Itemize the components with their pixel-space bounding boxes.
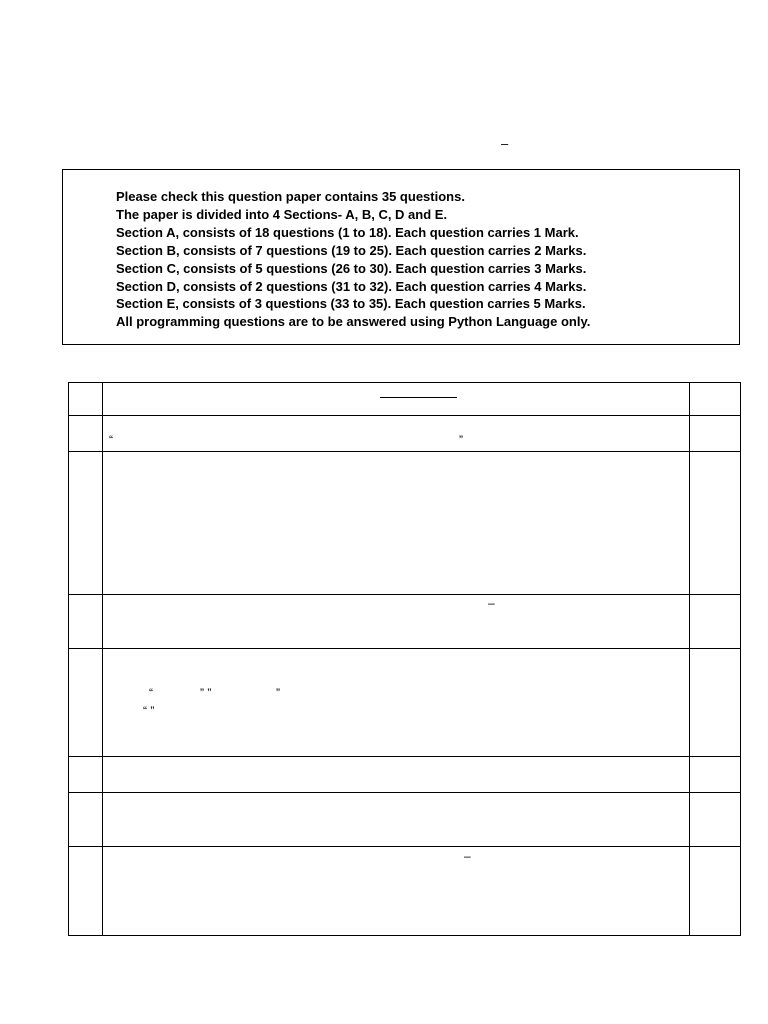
dash-mark: – <box>464 849 471 863</box>
instruction-line: Section E, consists of 3 questions (33 to 35). Each question carries 5 Marks. <box>116 296 586 312</box>
instruction-line: Section D, consists of 2 questions (31 to 32). Each question carries 4 Marks. <box>116 278 587 294</box>
general-instructions-box <box>62 169 740 345</box>
close-quote-mark: ” <box>459 433 463 447</box>
row-divider <box>69 451 740 452</box>
instruction-line: Section A, consists of 18 questions (1 to 18). Each question carries 1 Mark. <box>116 224 579 240</box>
instruction-line: All programming questions are to be answered using Python Language only. <box>116 314 591 330</box>
instruction-line: Section C, consists of 5 questions (26 to 30). Each question carries 3 Marks. <box>116 260 587 276</box>
quote-mark: ” ” <box>200 686 212 700</box>
instructions-list <box>116 188 590 331</box>
row-divider <box>69 756 740 757</box>
instruction-line: The paper is divided into 4 Sections- A, B, C, D and E. <box>116 206 448 222</box>
row-divider <box>69 594 740 595</box>
row-divider <box>69 648 740 649</box>
column-divider-number <box>102 383 103 935</box>
question-table <box>68 382 741 936</box>
row-divider <box>69 415 740 416</box>
dash-mark: – <box>488 596 495 610</box>
instruction-line: Please check this question paper contains 35 questions. <box>116 189 465 204</box>
quote-mark: “ ” <box>143 704 155 718</box>
header-dash-mark: – <box>501 136 509 151</box>
quote-mark: ” <box>276 686 280 700</box>
column-divider-marks <box>689 383 690 935</box>
row-divider <box>69 792 740 793</box>
quote-mark: “ <box>149 686 153 700</box>
instruction-line: Section B, consists of 7 questions (19 to 25). Each question carries 2 Marks. <box>116 242 587 258</box>
section-heading-underline <box>380 397 457 398</box>
row-divider <box>69 846 740 847</box>
open-quote-mark: “ <box>109 433 113 447</box>
